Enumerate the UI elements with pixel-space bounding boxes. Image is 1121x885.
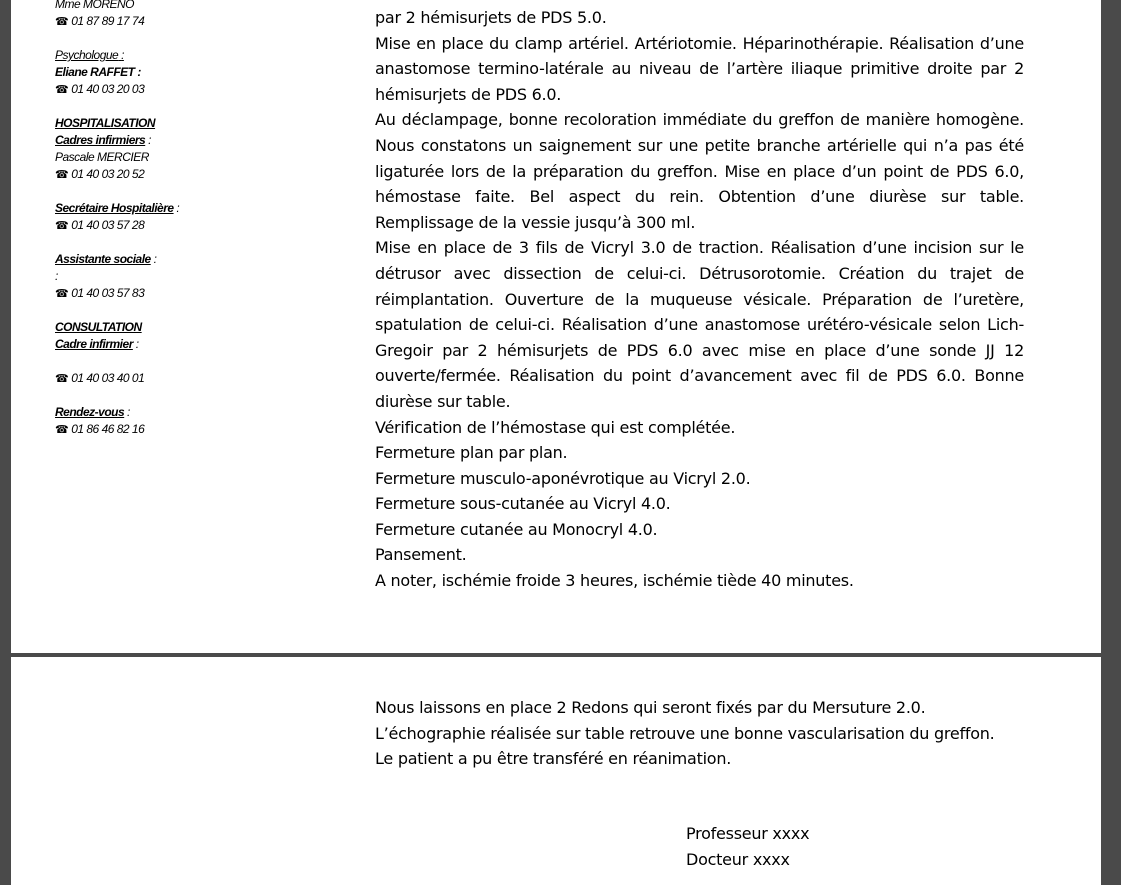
contact-phone: 01 40 03 57 83: [71, 286, 145, 300]
operative-report-body-continued: [375, 695, 1024, 772]
contact-name: Eliane RAFFET :: [55, 65, 141, 79]
telephone-icon: ☎: [55, 169, 69, 181]
contact-phone-line: [55, 370, 295, 388]
contact-name: Mme MORENO: [55, 0, 134, 11]
telephone-icon: ☎: [55, 424, 69, 436]
spacer: [55, 353, 295, 370]
telephone-icon: ☎: [55, 16, 69, 28]
report-paragraph: Fermeture musculo-aponévrotique au Vicryl 2.0.: [375, 468, 751, 488]
contact-role-label: Cadres infirmiers :: [55, 133, 151, 147]
report-paragraph: A noter, ischémie froide 3 heures, ischémie tiède 40 minutes.: [375, 571, 854, 591]
report-paragraph: Fermeture cutanée au Monocryl 4.0.: [375, 519, 658, 539]
signature-block: [686, 821, 809, 873]
signature-professor: Professeur xxxx: [686, 824, 810, 843]
contact-phone-line: [55, 217, 295, 235]
document-page-2: [11, 657, 1101, 885]
contact-phone-line: [55, 13, 295, 31]
contact-block-psychologue: [55, 47, 295, 99]
contact-phone: 01 40 03 20 52: [71, 167, 145, 181]
telephone-icon: ☎: [55, 220, 69, 232]
contact-block-hospitalisation: [55, 115, 295, 184]
telephone-icon: ☎: [55, 373, 69, 385]
document-page-1: [11, 0, 1101, 653]
contact-block-consultation: [55, 319, 295, 388]
report-paragraph: Le patient a pu être transféré en réanimation.: [375, 749, 732, 769]
report-paragraph: par 2 hémisurjets de PDS 5.0.: [375, 8, 607, 27]
telephone-icon: ☎: [55, 84, 69, 96]
contact-phone: 01 40 03 57 28: [71, 218, 145, 232]
contact-name: Pascale MERCIER: [55, 150, 149, 164]
contact-phone-line: [55, 285, 295, 303]
contact-block-moreno: [55, 0, 295, 31]
report-paragraph: Mise en place du clamp artériel. Artériotomie. Héparinothérapie. Réalisation d’une anastomose termino-latérale au niveau de l’artère iliaque primitive droite par 2 hémisurjets de PDS 6.0.: [375, 33, 1024, 104]
contact-block-rendez-vous: [55, 404, 295, 439]
contact-phone-line: [55, 421, 295, 439]
report-paragraph: Pansement.: [375, 545, 467, 565]
contact-directory: [55, 0, 295, 455]
signature-doctor: Docteur xxxx: [686, 850, 790, 869]
contact-phone: 01 40 03 20 03: [71, 82, 145, 96]
section-heading-consultation: CONSULTATION: [55, 320, 142, 334]
telephone-icon: ☎: [55, 288, 69, 300]
contact-role-label: Rendez-vous :: [55, 405, 130, 419]
report-paragraph: Fermeture sous-cutanée au Vicryl 4.0.: [375, 494, 671, 514]
contact-role-label: Assistante sociale :: [55, 252, 157, 266]
contact-phone: 01 40 03 40 01: [71, 371, 145, 385]
contact-extra: :: [55, 269, 58, 283]
contact-role-label: Secrétaire Hospitalière :: [55, 201, 180, 215]
report-paragraph: Au déclampage, bonne recoloration immédiate du greffon de manière homogène. Nous constatons un saignement sur une petite branche artérielle qui n’a pas été ligaturée lors de la préparation du greffon. Mise en place d’un point de PDS 6.0, hémostase faite. Bel aspect du rein. Obtention d’une diurèse sur table. Remplissage de la vessie jusqu’à 300 ml.: [375, 110, 1024, 232]
report-paragraph: Fermeture plan par plan.: [375, 443, 568, 463]
contact-block-secretaire: [55, 200, 295, 235]
operative-report-body: [375, 5, 1024, 594]
report-paragraph: Nous laissons en place 2 Redons qui seront fixés par du Mersuture 2.0.: [375, 698, 926, 717]
contact-phone-line: [55, 166, 295, 184]
report-paragraph: Mise en place de 3 fils de Vicryl 3.0 de traction. Réalisation d’une incision sur le détrusor avec dissection de celui-ci. Détrusorotomie. Création du trajet de réimplantation. Ouverture de la muqueuse vésicale. Préparation de l’uretère, spatulation de celui-ci. Réalisation d’une anastomose urétéro-vésicale selon Lich-Gregoir par 2 hémisurjets de PDS 6.0 avec mise en place d’une sonde JJ 12 ouverte/fermée. Réalisation du point d’avancement avec fil de PDS 6.0. Bonne diurèse sur table.: [375, 238, 1024, 411]
section-heading-hospitalisation: HOSPITALISATION: [55, 116, 156, 130]
contact-phone: 01 86 46 82 16: [71, 422, 145, 436]
contact-role-label: Cadre infirmier :: [55, 337, 139, 351]
contact-phone-line: [55, 81, 295, 99]
contact-block-assistante-sociale: [55, 251, 295, 303]
report-paragraph: L’échographie réalisée sur table retrouve une bonne vascularisation du greffon.: [375, 723, 995, 743]
contact-phone: 01 87 89 17 74: [71, 14, 145, 28]
report-paragraph: Vérification de l’hémostase qui est complétée.: [375, 417, 736, 437]
contact-role-label: Psychologue :: [55, 48, 124, 62]
